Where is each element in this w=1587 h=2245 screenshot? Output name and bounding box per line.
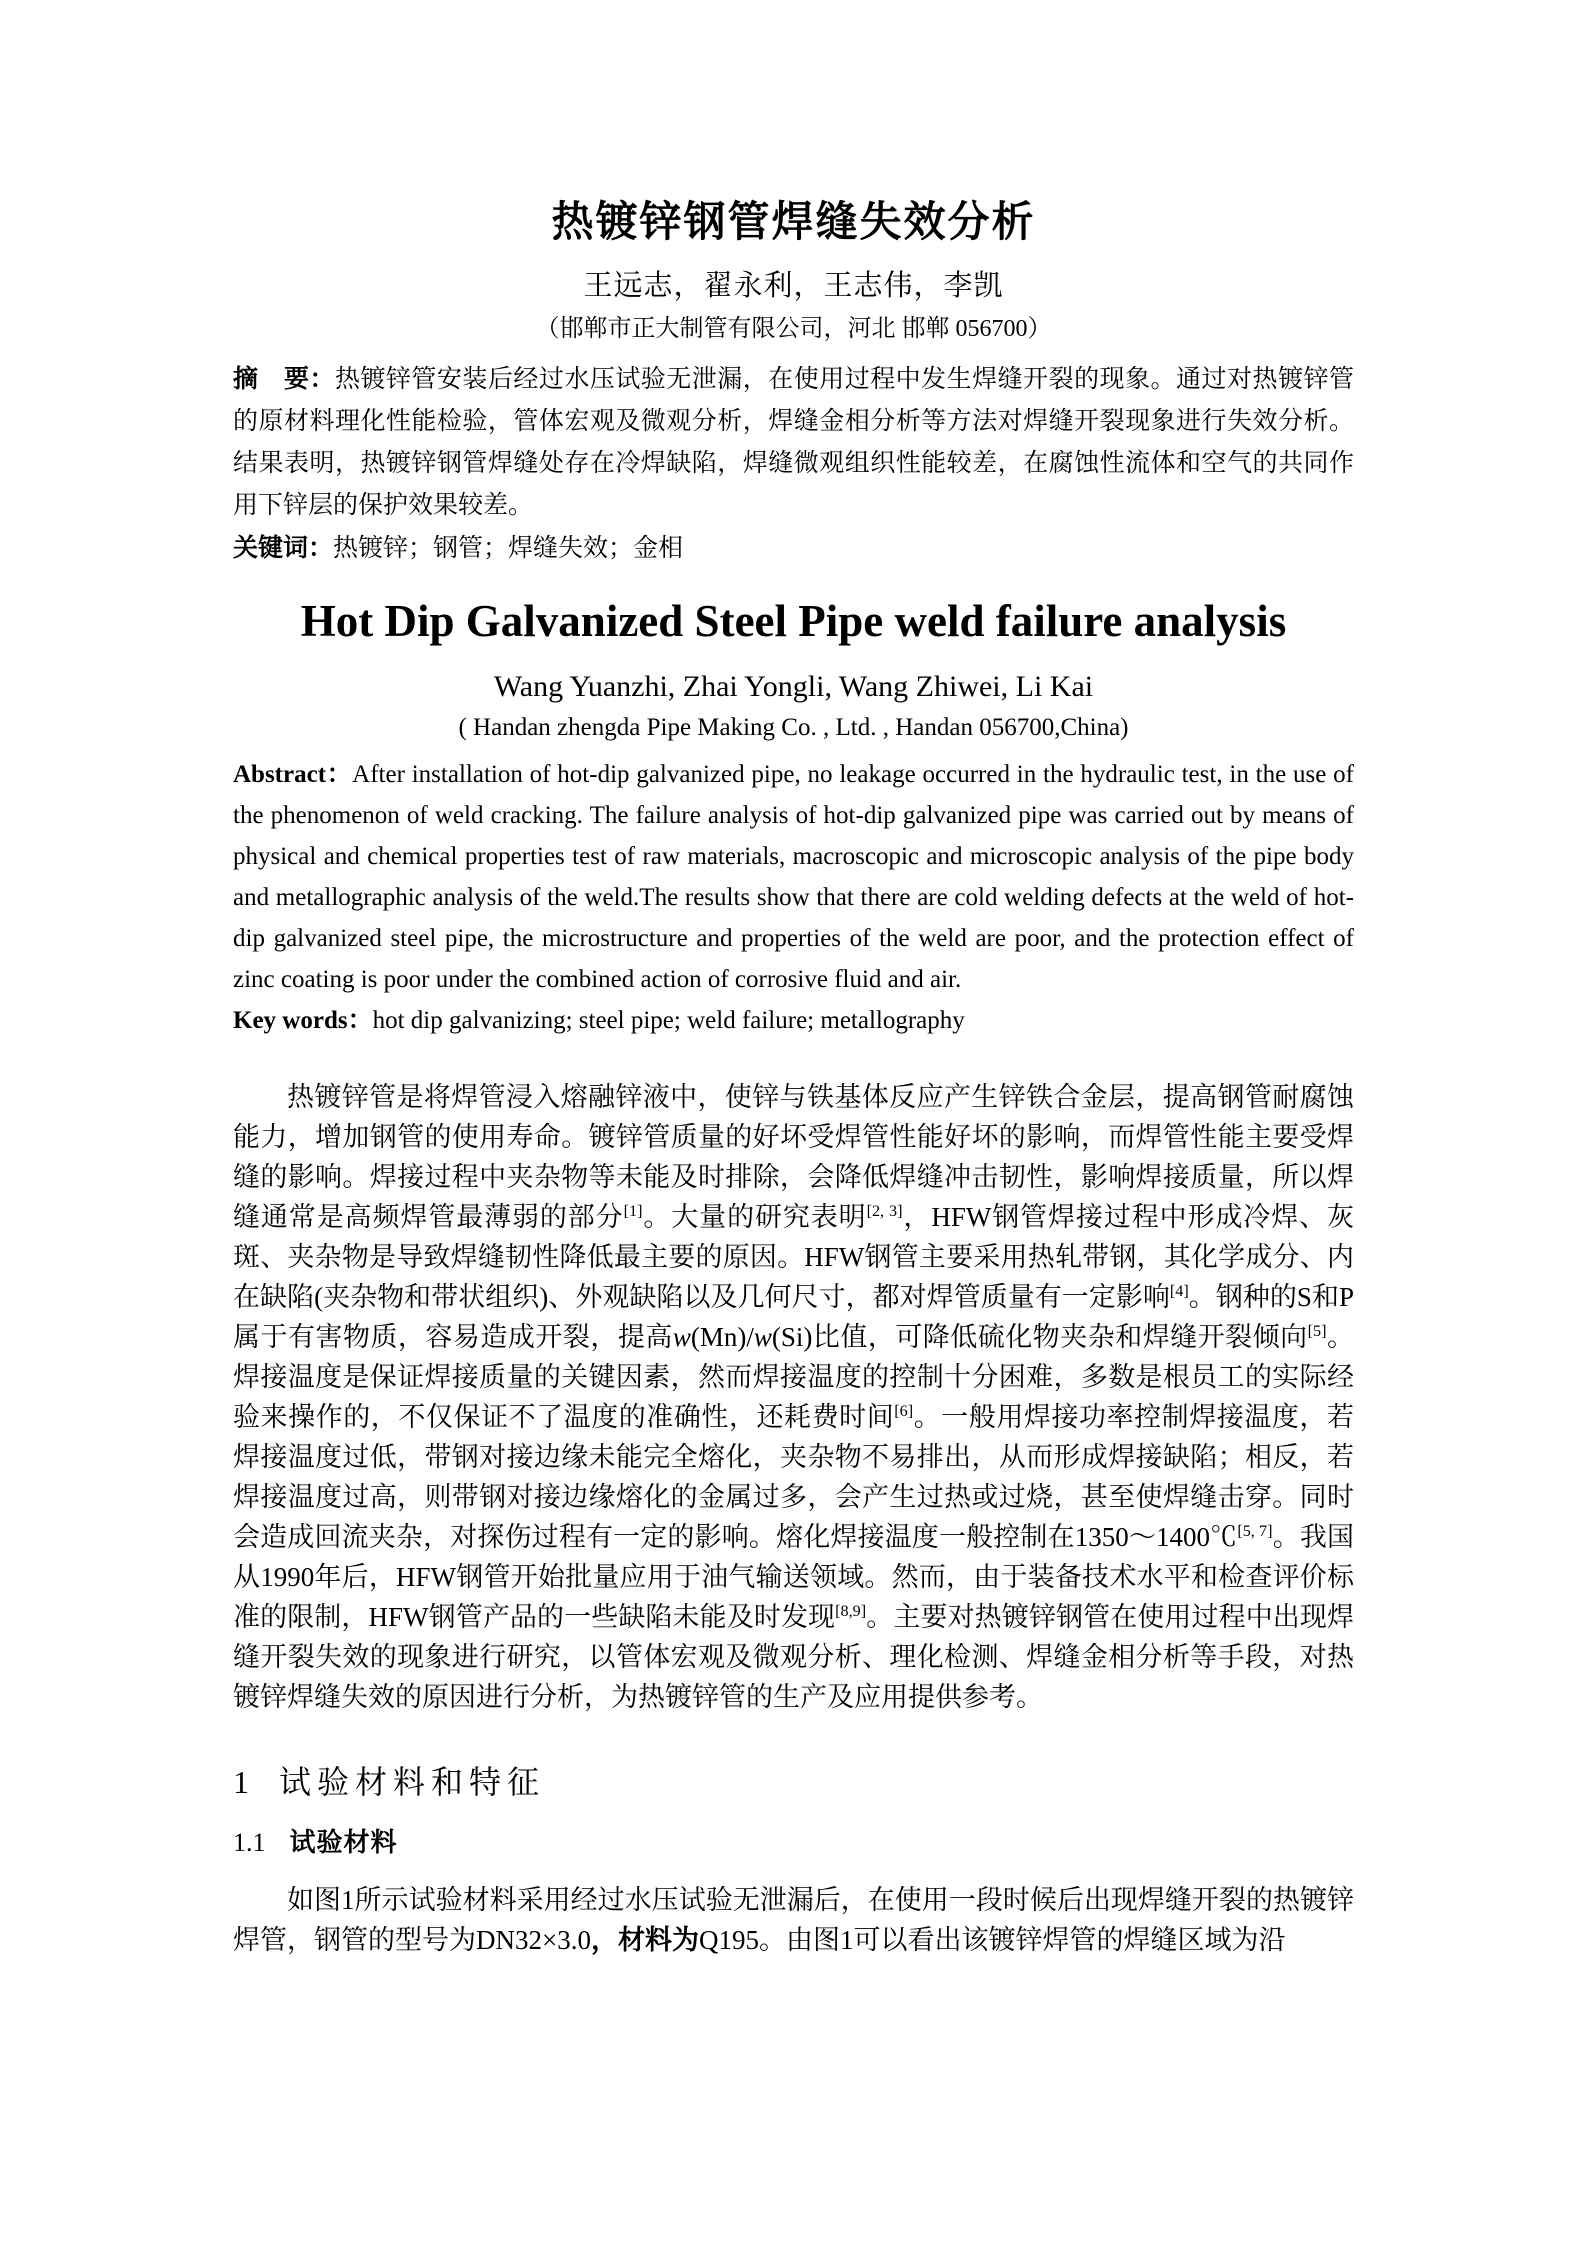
english-keywords-text: hot dip galvanizing; steel pipe; weld failure; metallography xyxy=(372,1006,965,1034)
section-1-1-heading xyxy=(233,1827,1354,1858)
section-1-number: 1 xyxy=(233,1763,249,1800)
english-keywords xyxy=(233,1000,1354,1041)
english-affiliation: ( Handan zhengda Pipe Making Co. , Ltd. , Handan 056700,China) xyxy=(458,713,1129,741)
english-abstract xyxy=(233,754,1354,1000)
chinese-title: 热镀锌钢管焊缝失效分析 xyxy=(551,198,1036,245)
english-keywords-label: Key words： xyxy=(233,1006,373,1034)
english-title: Hot Dip Galvanized Steel Pipe weld failure analysis xyxy=(300,596,1287,647)
chinese-keywords xyxy=(233,527,1354,570)
section-1-heading xyxy=(233,1763,1354,1801)
section-1-title: 试验材料和特征 xyxy=(279,1763,546,1800)
chinese-abstract-text: 热镀锌管安装后经过水压试验无泄漏，在使用过程中发生焊缝开裂的现象。通过对热镀锌管的原材料理化性能检验，管体宏观及微观分析，焊缝金相分析等方法对焊缝开裂现象进行失效分析。结果表明，热镀锌钢管焊缝处存在冷焊缺陷，焊缝微观组织性能较差，在腐蚀性流体和空气的共同作用下锌层的保护效果较差。 xyxy=(233,366,1354,520)
chinese-keywords-label: 关键词： xyxy=(233,534,334,563)
english-abstract-label: Abstract： xyxy=(233,760,353,788)
intro-paragraph: 热镀锌管是将焊管浸入熔融锌液中，使锌与铁基体反应产生锌铁合金层，提高钢管耐腐蚀能力，增加钢管的使用寿命。镀锌管质量的好坏受焊管性能好坏的影响，而焊管性能主要受焊缝的影响。焊接过程中夹杂物等未能及时排除，会降低焊缝冲击韧性，影响焊接质量，所以焊缝通常是高频焊管最薄弱的部分[1]。大量的研究表明[2, 3]，HFW钢管焊接过程中形成冷焊、灰斑、夹杂物是导致焊缝韧性降低最主要的原因。HFW钢管主要采用热轧带钢，其化学成分、内在缺陷(夹杂物和带状组织)、外观缺陷以及几何尺寸，都对焊管质量有一定影响[4]。钢种的S和P属于有害物质，容易造成开裂，提高w(Mn)/w(Si)比值，可降低硫化物夹杂和焊缝开裂倾向[5]。焊接温度是保证焊接质量的关键因素，然而焊接温度的控制十分困难，多数是根员工的实际经验来操作的，不仅保证不了温度的准确性，还耗费时间[6]。一般用焊接功率控制焊接温度，若焊接温度过低，带钢对接边缘未能完全熔化，夹杂物不易排出，从而形成焊接缺陷；相反，若焊接温度过高，则带钢对接边缘熔化的金属过多，会产生过热或过烧，甚至使焊缝击穿。同时会造成回流夹杂，对探伤过程有一定的影响。熔化焊接温度一般控制在1350～1400℃[5, 7]。我国从1990年后，HFW钢管开始批量应用于油气输送领域。然而，由于装备技术水平和检查评价标准的限制，HFW钢管产品的一些缺陷未能及时发现[8,9]。主要对热镀锌钢管在使用过程中出现焊缝开裂失效的现象进行研究，以管体宏观及微观分析、理化检测、焊缝金相分析等手段，对热镀锌焊缝失效的原因进行分析，为热镀锌管的生产及应用提供参考。 xyxy=(233,1081,1355,1712)
english-abstract-text: After installation of hot-dip galvanized pipe, no leakage occurred in the hydraulic test, in the use of the phenomenon of weld cracking. The failure analysis of hot-dip galvanized pipe was carried out by means of physical and chemical properties test of raw materials, macroscopic and microscopic analysis of the pipe body and metallographic analysis of the weld.The results show that there are cold welding defects at the weld of hot-dip galvanized steel pipe, the microstructure and properties of the weld are poor, and the protection effect of zinc coating is poor under the combined action of corrosive fluid and air. xyxy=(233,760,1354,993)
english-authors: Wang Yuanzhi, Zhai Yongli, Wang Zhiwei, Li Kai xyxy=(493,669,1094,703)
chinese-keywords-text: 热镀锌；钢管；焊缝失效；金相 xyxy=(333,535,684,563)
chinese-authors: 王远志，翟永利，王志伟，李凯 xyxy=(583,269,1004,302)
chinese-abstract-label: 摘 要： xyxy=(233,365,335,394)
section-1-1-number: 1.1 xyxy=(233,1828,266,1858)
chinese-abstract xyxy=(233,358,1354,527)
section-1-1-title: 试验材料 xyxy=(289,1827,398,1858)
chinese-affiliation: （邯郸市正大制管有限公司，河北 邯郸 056700） xyxy=(535,316,1052,343)
materials-paragraph: 如图1所示试验材料采用经过水压试验无泄漏后，在使用一段时候后出现焊缝开裂的热镀锌焊管，钢管的型号为DN32×3.0，材料为Q195。由图1可以看出该镀锌焊管的焊缝区域为沿 xyxy=(233,1885,1354,1956)
